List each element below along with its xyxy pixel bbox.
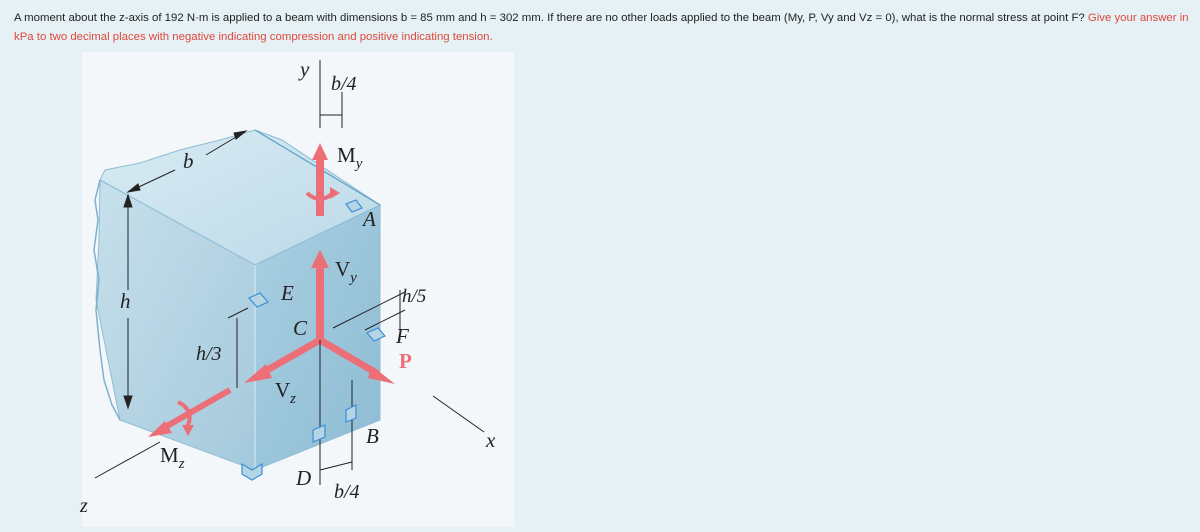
label-B: B <box>366 424 379 448</box>
label-h-third: h/3 <box>196 343 222 365</box>
x-axis-line <box>433 396 484 432</box>
label-h-fifth: h/5 <box>402 286 427 307</box>
label-x-axis: x <box>486 428 496 452</box>
label-y-axis: y <box>300 57 310 81</box>
label-b4-top: b/4 <box>331 73 357 95</box>
label-E: E <box>281 281 294 305</box>
label-b4-bottom: b/4 <box>334 481 360 503</box>
label-C: C <box>293 316 308 340</box>
question-instruction: Give your answer in kPa to two decimal places with negative indicating compression and positive indicating tension. <box>14 12 1189 43</box>
label-Vy: $V_y$ <box>335 257 357 286</box>
label-A: A <box>363 207 376 231</box>
label-P: P <box>399 349 412 373</box>
question-text <box>14 9 1190 47</box>
label-Vz: $V_z$ <box>275 378 297 407</box>
beam-figure <box>82 52 514 527</box>
label-z-axis: z <box>80 495 88 517</box>
label-h: h <box>120 289 131 313</box>
beam-diagram <box>82 52 514 527</box>
dim-b4-top <box>320 92 342 128</box>
label-D: D <box>296 466 312 490</box>
label-b: b <box>183 149 194 173</box>
z-axis-line <box>95 442 160 478</box>
label-My: $M_y$ <box>337 143 363 172</box>
question-body: A moment about the z-axis of 192 N·m is applied to a beam with dimensions b = 85 mm and h = 302 mm. If there are no other loads applied to the beam (My, P, Vy and Vz = 0), what is the normal stress at point F? <box>14 12 1088 24</box>
label-F: F <box>396 324 409 348</box>
label-Mz: $M_z$ <box>160 443 185 472</box>
